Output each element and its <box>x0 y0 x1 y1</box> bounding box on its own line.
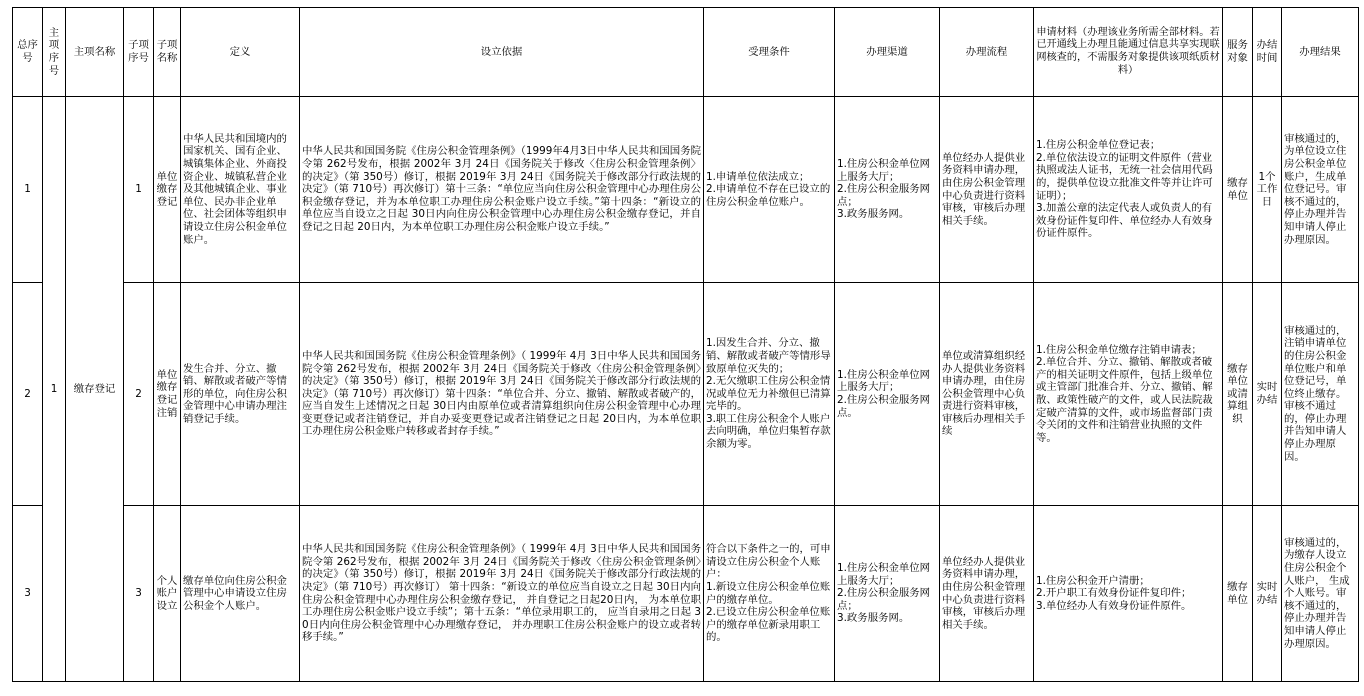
header-basis: 设立依据 <box>300 8 704 97</box>
header-main-no: 主项序号 <box>43 8 66 97</box>
row-conditions: 1.申请单位依法成立； 2.申请单位不存在已设立的住房公积金单位账户。 <box>704 97 835 283</box>
row-time-limit: 实时办结 <box>1253 506 1282 682</box>
header-definition: 定义 <box>181 8 300 97</box>
row-sub-name: 单位缴存登记 <box>154 97 181 283</box>
row-result: 审核通过的，注销申请单位的住房公积金单位账户和单位登记号，单位终止缴存。审核不通过的，停止办理并告知申请人停止办理原因。 <box>1282 283 1359 506</box>
main-item-name: 缴存登记 <box>66 97 124 682</box>
service-items-table <box>12 7 1359 682</box>
row-conditions: 1.因发生合并、分立、撤销、解散或者破产等情形导致原单位灭失的； 2.无欠缴职工住房公积金情况或单位无力补缴但已清算完毕的。 3.职工住房公积金个人账户去向明确，单位归集暂存款余额为零。 <box>704 283 835 506</box>
header-time-limit: 办结时间 <box>1253 8 1282 97</box>
row-conditions: 符合以下条件之一的，可申请设立住房公积金个人账户： 1.新设立住房公积金单位账户的缴存单位。 2.已设立住房公积金单位账户的缴存单位新录用职工的。 <box>704 506 835 682</box>
header-total-no: 总序号 <box>13 8 43 97</box>
row-target: 缴存单位 <box>1223 506 1253 682</box>
table-row <box>13 283 1359 506</box>
row-process: 单位经办人提供业务资料申请办理，由住房公积金管理中心负责进行资料审核，审核后办理相关手续。 <box>940 97 1034 283</box>
row-definition: 发生合并、分立、撤销、解散或者破产等情形的单位，向住房公积金管理中心申请办理注销登记手续。 <box>181 283 300 506</box>
row-materials: 1.住房公积金单位登记表； 2.单位依法设立的证明文件原件（营业执照或法人证书，无统一社会信用代码的，提供单位设立批准文件等并让许可证明）； 3.加盖公章的法定代表人或负责人的有效身份证件复印件、单位经办人有效身份证件原件。 <box>1034 97 1223 283</box>
row-channel: 1.住房公积金单位网上服务大厅； 2.住房公积金服务网点。 <box>835 283 940 506</box>
row-result: 审核通过的，为缴存人设立住房公积金个人账户， 生成个人账号。审核不通过的， 停止办理并告知申请人停止办理原因。 <box>1282 506 1359 682</box>
row-sub-name: 单位缴存登记注销 <box>154 283 181 506</box>
table-row <box>13 506 1359 682</box>
header-channel: 办理渠道 <box>835 8 940 97</box>
row-sub-no: 1 <box>124 97 154 283</box>
row-total-no: 3 <box>13 506 43 682</box>
header-sub-no: 子项序号 <box>124 8 154 97</box>
row-time-limit: 1个工作日 <box>1253 97 1282 283</box>
row-materials: 1.住房公积金开户清册； 2.开户职工有效身份证件复印件； 3.单位经办人有效身份证件原件。 <box>1034 506 1223 682</box>
header-target: 服务对象 <box>1223 8 1253 97</box>
row-target: 缴存单位 <box>1223 97 1253 283</box>
row-process: 单位或清算组织经办人提供业务资料申请办理，由住房公积金管理中心负责进行资料审核，审核后办理相关手续 <box>940 283 1034 506</box>
header-sub-name: 子项名称 <box>154 8 181 97</box>
row-sub-name: 个人账户设立 <box>154 506 181 682</box>
header-result: 办理结果 <box>1282 8 1359 97</box>
row-basis: 中华人民共和国国务院《住房公积金管理条例》（ 1999年 4月 3日中华人民共和国国务院令第 262号发布，根据 2002年 3月 24日《国务院关于修改〈住房公积金管理条例〉的决定》（第 350号）修订，根据 2019年 3月 24日《国务院关于修改部分行政法规的决定》（第 710号）再次修订） 第十四条：“新设立的单位应当自设立之日起 30日内向住房公积金管理中心办理住房公积金缴存登记， 并自登记之日起20日内， 为本单位职工办理住房公积金账户设立手续”；第十五条：“单位录用职工的， 应当自录用之日起 30日内向住房公积金管理中心办理缴存登记， 并办理职工住房公积金账户的设立或者转移手续。” <box>300 506 704 682</box>
row-definition: 缴存单位向住房公积金管理中心申请设立住房公积金个人账户。 <box>181 506 300 682</box>
row-basis: 中华人民共和国国务院《住房公积金管理条例》（ 1999年 4月 3日中华人民共和国国务院令第 262号发布，根据 2002年 3月 24日《国务院关于修改〈住房公积金管理条例〉的决定》（第 350号）修订，根据 2019年 3月 24日《国务院关于修改部分行政法规的决定》（第 710号）再次修订）第十四条：“单位合并、分立、撤销、解散或者破产的，应当自发生上述情况之日起 30日内由原单位或者清算组织向住房公积金管理中心办理变更登记或者注销登记，并自办妥变更登记或者注销登记之日起 20日内，为本单位职工办理住房公积金账户转移或者封存手续。” <box>300 283 704 506</box>
header-main-name: 主项名称 <box>66 8 124 97</box>
row-materials: 1.住房公积金单位缴存注销申请表； 2.单位合并、分立、撤销、解散或者破产的相关证明文件原件，包括上级单位或主管部门批准合并、分立、撤销、解散、政策性破产的文件，或人民法院裁定破产清算的文件，或市场监督部门责令关闭的文件和注销营业执照的文件等。 <box>1034 283 1223 506</box>
main-item-no: 1 <box>43 97 66 682</box>
header-row <box>13 8 1359 97</box>
row-sub-no: 2 <box>124 283 154 506</box>
row-channel: 1.住房公积金单位网上服务大厅； 2.住房公积金服务网点； 3.政务服务网。 <box>835 97 940 283</box>
header-materials: 申请材料（办理该业务所需全部材料。若已开通线上办理且能通过信息共享实现联网核查的，不需服务对象提供该项纸质材料） <box>1034 8 1223 97</box>
row-total-no: 1 <box>13 97 43 283</box>
row-channel: 1.住房公积金单位网上服务大厅； 2.住房公积金服务网点； 3.政务服务网。 <box>835 506 940 682</box>
row-sub-no: 3 <box>124 506 154 682</box>
header-conditions: 受理条件 <box>704 8 835 97</box>
row-basis: 中华人民共和国国务院《住房公积金管理条例》（1999年4月3日中华人民共和国国务院令第 262号发布，根据 2002年 3月 24日《国务院关于修改〈住房公积金管理条例〉的决定》（第 350号）修订，根据 2019年 3月 24日《国务院关于修改部分行政法规的决定》（第 710号）再次修订）第十三条：“单位应当向住房公积金管理中心办理住房公积金缴存登记，并为本单位职工办理住房公积金账户设立手续。”第十四条：“新设立的单位应当自设立之日起 30日内向住房公积金管理中心办理住房公积金缴存登记，并自登记之日起 20日内，为本单位职工办理住房公积金账户设立手续。” <box>300 97 704 283</box>
row-process: 单位经办人提供业务资料申请办理，由住房公积金管理中心负责进行资料审核，审核后办理相关手续。 <box>940 506 1034 682</box>
row-time-limit: 实时办结 <box>1253 283 1282 506</box>
table-row <box>13 97 1359 283</box>
row-result: 审核通过的，为单位设立住房公积金单位账户，生成单位登记号。审核不通过的，停止办理并告知申请人停止办理原因。 <box>1282 97 1359 283</box>
row-definition: 中华人民共和国境内的国家机关、国有企业、城镇集体企业、外商投资企业、城镇私营企业及其他城镇企业、事业单位、民办非企业单位、社会团体等组织申请设立住房公积金单位账户。 <box>181 97 300 283</box>
row-target: 缴存单位或清算组织 <box>1223 283 1253 506</box>
header-process: 办理流程 <box>940 8 1034 97</box>
row-total-no: 2 <box>13 283 43 506</box>
